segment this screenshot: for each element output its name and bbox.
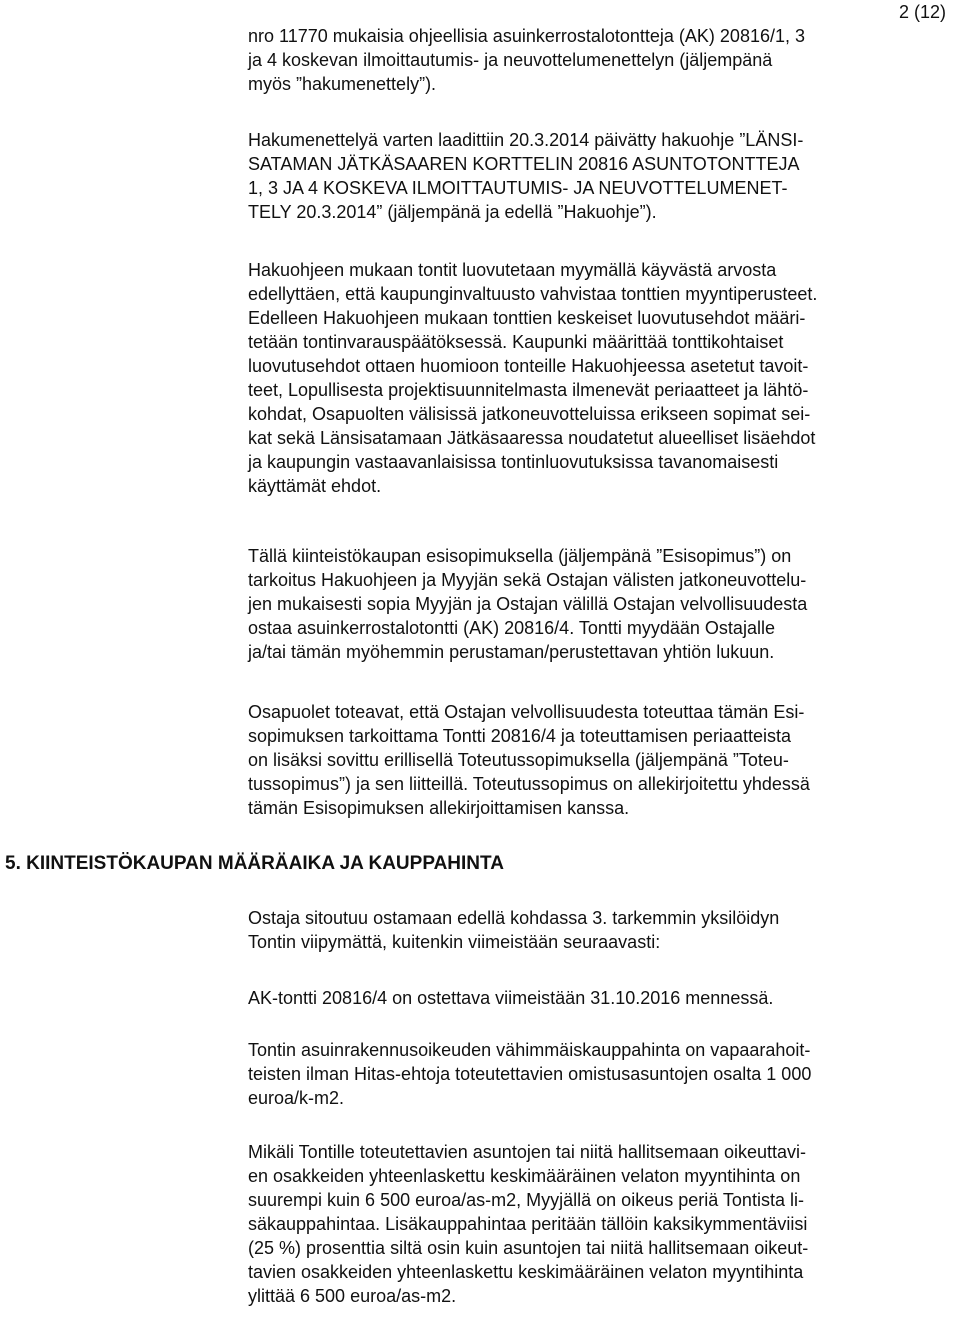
paragraph-minimum-price: Tontin asuinrakennusoikeuden vähimmäiskauppahinta on vapaarahoit- teisten ilman Hitas-ehtoja toteutettavien omistusasuntojen osalta 1 000 euroa/k-m2. [248, 1040, 812, 1108]
paragraph-deadline: AK-tontti 20816/4 on ostettava viimeistään 31.10.2016 mennessä. [248, 988, 774, 1008]
paragraph-hakuohje-terms: Hakuohjeen mukaan tontit luovutetaan myymällä käyvästä arvosta edellyttäen, että kaupunginvaltuusto vahvistaa tonttien myyntiperusteet. Edelleen Hakuohjeen mukaan tonttien keskeiset luovutusehdot määri- tetään tontinvarauspäätöksessä. Kaupunki määrittää tonttikohtaiset luovutusehdot ottaen huomioon tonteille Hakuohjeessa asetetut tavoit- teet, Lopullisesta projektisuunnitelmasta ilmenevät periaatteet ja lähtö- kohdat, Osapuolten välisissä jatkoneuvotteluissa erikseen sopimat sei- kat sekä Länsisatamaan Jätkäsaaressa noudatetut alueelliset lisäehdot ja kaupungin vastaavanlaisissa tontinluovutuksissa tavanomaisesti käyttämät ehdot. [248, 260, 818, 496]
paragraph-additional-price: Mikäli Tontille toteutettavien asuntojen tai niitä hallitsemaan oikeuttavi- en osakkeiden yhteenlaskettu keskimääräinen velaton myyntihinta on suurempi kuin 6 500 euroa/as-m2, Myyjällä on oikeus periä Tontista li- säkauppahintaa. Lisäkauppahintaa peritään tällöin kaksikymmentäviisi (25 %) prosenttia siltä osin kuin asuntojen tai niitä hallitsemaan oikeut- tavien osakkeiden yhteenlaskettu keskimääräinen velaton myyntihinta ylittää 6 500 euroa/as-m2. [248, 1142, 809, 1306]
paragraph-purchase-obligation: Ostaja sitoutuu ostamaan edellä kohdassa 3. tarkemmin yksilöidyn Tontin viipymättä, kuitenkin viimeistään seuraavasti: [248, 908, 780, 952]
paragraph-esisopimus-purpose: Tällä kiinteistökaupan esisopimuksella (jäljempänä ”Esisopimus”) on tarkoitus Hakuohjeen ja Myyjän sekä Ostajan välisten jatkoneuvottelu- jen mukaisesti sopia Myyjän ja Ostajan välillä Ostajan velvollisuudesta ostaa asuinkerrostalotontti (AK) 20816/4. Tontti myydään Ostajalle ja/tai tämän myöhemmin perustaman/perustettavan yhtiön lukuun. [248, 546, 808, 662]
paragraph-hakumenettely: Hakumenettelyä varten laadittiin 20.3.2014 päivätty hakuohje ”LÄNSI- SATAMAN JÄTKÄSAAREN KORTTELIN 20816 ASUNTOTONTTEJA 1, 3 JA 4 KOSKEVA ILMOITTAUTUMIS- JA NEUVOTTELUMENET- TELY 20.3.2014” (jäljempänä ja edellä ”Hakuohje”). [248, 130, 804, 222]
paragraph-intro: nro 11770 mukaisia ohjeellisia asuinkerrostalotontteja (AK) 20816/1, 3 ja 4 koskevan ilmoittautumis- ja neuvottelumenettelyn (jäljempänä myös ”hakumenettely”). [248, 26, 805, 94]
page-number: 2 (12) [898, 2, 946, 22]
section-heading: 5. KIINTEISTÖKAUPAN MÄÄRÄAIKA JA KAUPPAHINTA [5, 853, 504, 874]
paragraph-toteutussopimus: Osapuolet toteavat, että Ostajan velvollisuudesta toteuttaa tämän Esi- sopimuksen tarkoittama Tontti 20816/4 ja toteuttamisen periaatteista on lisäksi sovittu erillisellä Toteutussopimuksella (jäljempänä ”Toteu- tussopimus”) ja sen liitteillä. Toteutussopimus on allekirjoitettu yhdessä tämän Esisopimuksen allekirjoittamisen kanssa. [248, 702, 810, 818]
